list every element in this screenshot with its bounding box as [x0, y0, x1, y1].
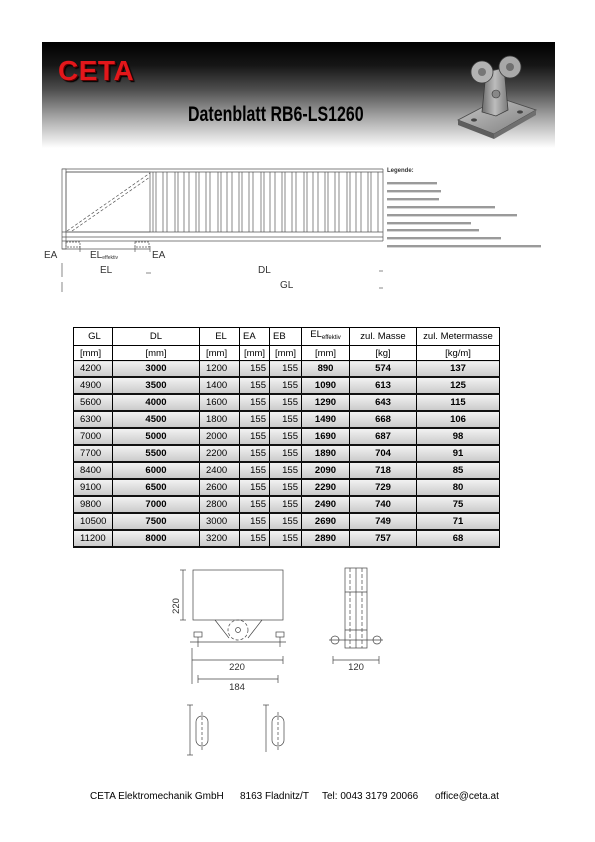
gate-pickets — [153, 172, 378, 232]
roller-axle — [236, 628, 241, 633]
table-cell-gl: 7000 — [74, 428, 113, 445]
roller-hub — [506, 63, 514, 71]
table-cell-el-effektiv: 890 — [302, 361, 350, 378]
table-cell-gl: 10500 — [74, 513, 113, 530]
table-cell-gl: 6300 — [74, 411, 113, 428]
table-cell-ea: 155 — [240, 445, 270, 462]
table-cell-ea: 155 — [240, 377, 270, 394]
header-eb: EB — [270, 328, 302, 346]
unit-zul-metermasse: [kg/m] — [417, 346, 500, 361]
table-row — [74, 513, 500, 530]
table-cell-gl: 11200 — [74, 530, 113, 547]
label-bracket-width-120: 120 — [348, 662, 364, 673]
table-cell-zul-masse: 749 — [350, 513, 417, 530]
footer-email[interactable]: office@ceta.at — [435, 791, 499, 802]
table-cell-eb: 155 — [270, 445, 302, 462]
gate-roller — [135, 242, 149, 247]
roller-hub — [478, 68, 486, 76]
table-cell-dl: 6000 — [113, 462, 200, 479]
table-body — [74, 361, 500, 548]
mount-hole — [517, 110, 523, 113]
table-cell-gl: 8400 — [74, 462, 113, 479]
table-cell-gl: 5600 — [74, 394, 113, 411]
unit-dl: [mm] — [113, 346, 200, 361]
page-title: Datenblatt RB6-LS1260 — [188, 103, 364, 126]
gate-diagonal-brace — [72, 177, 150, 231]
table-cell-el-effektiv: 1890 — [302, 445, 350, 462]
table-cell-zul-masse: 757 — [350, 530, 417, 547]
table-cell-el-effektiv: 2290 — [302, 479, 350, 496]
header-zul-metermasse: zul. Metermasse — [417, 328, 500, 346]
detail-front-labels — [171, 598, 245, 693]
table-cell-el-effektiv: 2090 — [302, 462, 350, 479]
gate-roller — [66, 242, 80, 247]
table-cell-eb: 155 — [270, 462, 302, 479]
unit-gl: [mm] — [74, 346, 113, 361]
side-roller — [373, 636, 381, 644]
table-cell-zul-masse: 613 — [350, 377, 417, 394]
table-cell-dl: 3000 — [113, 361, 200, 378]
table-cell-gl: 9100 — [74, 479, 113, 496]
table-row — [74, 530, 500, 547]
table-cell-dl: 6500 — [113, 479, 200, 496]
label-bolt-spacing-184: 184 — [229, 682, 245, 693]
table-cell-eb: 155 — [270, 394, 302, 411]
table-cell-eb: 155 — [270, 411, 302, 428]
table-cell-zul-metermasse: 137 — [417, 361, 500, 378]
table-cell-el: 2400 — [200, 462, 240, 479]
mounting-slot — [272, 716, 284, 746]
footer-address: 8163 Fladnitz/T — [240, 791, 309, 802]
table-cell-zul-metermasse: 98 — [417, 428, 500, 445]
label-gl: GL — [280, 280, 294, 291]
table-cell-zul-metermasse: 80 — [417, 479, 500, 496]
ceta-logo: CETA — [58, 55, 135, 86]
table-cell-ea: 155 — [240, 411, 270, 428]
legend-entry — [387, 229, 479, 231]
table-cell-gl: 7700 — [74, 445, 113, 462]
table-cell-el: 2200 — [200, 445, 240, 462]
table-cell-el-effektiv: 1290 — [302, 394, 350, 411]
table-cell-eb: 155 — [270, 496, 302, 513]
table-cell-zul-masse: 729 — [350, 479, 417, 496]
table-cell-dl: 4500 — [113, 411, 200, 428]
table-cell-zul-metermasse: 125 — [417, 377, 500, 394]
gate-left-post — [62, 169, 66, 249]
legend-entry — [387, 206, 495, 208]
unit-el-effektiv: [mm] — [302, 346, 350, 361]
footer-company: CETA Elektromechanik GmbH — [90, 791, 224, 802]
table-cell-zul-masse: 718 — [350, 462, 417, 479]
gate-dimension-labels — [44, 250, 294, 291]
roller-circle — [228, 620, 248, 640]
table-cell-el: 1200 — [200, 361, 240, 378]
header-el-effektiv: $EL_{effektiv}$ — [302, 328, 350, 346]
specification-table — [73, 327, 500, 548]
label-el-effektiv-sub: effektiv — [102, 255, 118, 261]
bolt — [276, 632, 284, 637]
table-cell-zul-masse: 704 — [350, 445, 417, 462]
table-cell-ea: 155 — [240, 479, 270, 496]
table-cell-el: 1400 — [200, 377, 240, 394]
unit-ea: [mm] — [240, 346, 270, 361]
label-el: EL — [100, 265, 113, 276]
unit-el: [mm] — [200, 346, 240, 361]
table-cell-el: 1600 — [200, 394, 240, 411]
table-cell-eb: 155 — [270, 530, 302, 547]
legend-entry — [387, 214, 517, 216]
side-roller — [331, 636, 339, 644]
table-cell-zul-metermasse: 85 — [417, 462, 500, 479]
bolt — [194, 632, 202, 637]
label-width-220: 220 — [229, 662, 245, 673]
table-cell-el: 2000 — [200, 428, 240, 445]
unit-eb: [mm] — [270, 346, 302, 361]
table-cell-dl: 8000 — [113, 530, 200, 547]
gate-diagonal-brace — [67, 173, 150, 231]
label-ea-right: EA — [152, 250, 166, 261]
legend-entries — [387, 182, 541, 247]
label-dl: DL — [258, 265, 271, 276]
table-head — [74, 328, 500, 361]
table-cell-dl: 5000 — [113, 428, 200, 445]
header-subscript: effektiv — [321, 335, 341, 341]
table-cell-el: 3200 — [200, 530, 240, 547]
header-gl: GL — [74, 328, 113, 346]
legend-entry — [387, 237, 501, 239]
table-cell-el-effektiv: 2890 — [302, 530, 350, 547]
label-el-effektiv — [90, 250, 118, 261]
table-cell-el-effektiv: 2690 — [302, 513, 350, 530]
detail-mounting-slots — [187, 705, 284, 755]
table-cell-el-effektiv: 1490 — [302, 411, 350, 428]
table-cell-zul-masse: 687 — [350, 428, 417, 445]
table-cell-ea: 155 — [240, 530, 270, 547]
table-cell-el-effektiv: 1690 — [302, 428, 350, 445]
table-row — [74, 479, 500, 496]
table-cell-eb: 155 — [270, 479, 302, 496]
table-cell-eb: 155 — [270, 377, 302, 394]
side-profile — [345, 568, 367, 648]
legend — [387, 168, 541, 247]
table-cell-zul-metermasse: 106 — [417, 411, 500, 428]
legend-entry — [387, 222, 471, 224]
mount-hole — [471, 118, 477, 121]
table-row — [74, 445, 500, 462]
bracket-arm — [215, 620, 229, 638]
table-cell-zul-masse: 574 — [350, 361, 417, 378]
table-cell-dl: 4000 — [113, 394, 200, 411]
table-cell-ea: 155 — [240, 428, 270, 445]
table-cell-eb: 155 — [270, 361, 302, 378]
roller-bracket-image — [450, 50, 542, 142]
gate-profile — [193, 570, 283, 620]
table-cell-zul-masse: 740 — [350, 496, 417, 513]
detail-front-view — [180, 570, 286, 684]
label-height-220: 220 — [171, 598, 182, 614]
table-row — [74, 496, 500, 513]
table-cell-zul-metermasse: 115 — [417, 394, 500, 411]
table-header-row — [74, 328, 500, 346]
table-cell-dl: 7500 — [113, 513, 200, 530]
table-cell-gl: 4200 — [74, 361, 113, 378]
table-cell-zul-metermasse: 91 — [417, 445, 500, 462]
table-cell-el: 2800 — [200, 496, 240, 513]
table-cell-zul-metermasse: 68 — [417, 530, 500, 547]
table-cell-ea: 155 — [240, 513, 270, 530]
table-row — [74, 394, 500, 411]
table-cell-gl: 4900 — [74, 377, 113, 394]
unit-zul-masse: [kg] — [350, 346, 417, 361]
header-ea: EA — [240, 328, 270, 346]
table-cell-ea: 155 — [240, 462, 270, 479]
table-cell-el: 1800 — [200, 411, 240, 428]
table-cell-ea: 155 — [240, 496, 270, 513]
footer-phone: Tel: 0043 3179 20066 — [322, 791, 419, 802]
table-cell-zul-metermasse: 71 — [417, 513, 500, 530]
table-row — [74, 428, 500, 445]
pivot-bolt — [492, 90, 500, 98]
table-cell-el: 3000 — [200, 513, 240, 530]
legend-entry — [387, 190, 441, 192]
table-cell-el-effektiv: 2490 — [302, 496, 350, 513]
label-ea-left: EA — [44, 250, 58, 261]
table-row — [74, 411, 500, 428]
header-banner — [42, 42, 555, 148]
table-cell-eb: 155 — [270, 428, 302, 445]
legend-title: Legende: — [387, 168, 414, 174]
legend-entry — [387, 182, 437, 184]
table-row — [74, 377, 500, 394]
table-cell-ea: 155 — [240, 394, 270, 411]
table-cell-zul-masse: 668 — [350, 411, 417, 428]
label-el-effektiv-main: EL — [90, 250, 103, 261]
table-row — [74, 462, 500, 479]
bracket-arm — [248, 620, 262, 638]
table-cell-ea: 155 — [240, 361, 270, 378]
gate-brace-frame — [66, 172, 150, 232]
table-cell-zul-metermasse: 75 — [417, 496, 500, 513]
table-cell-dl: 7000 — [113, 496, 200, 513]
mounting-slot — [196, 716, 208, 746]
detail-side-view — [329, 568, 383, 664]
table-cell-el-effektiv: 1090 — [302, 377, 350, 394]
table-cell-zul-masse: 643 — [350, 394, 417, 411]
header-dl: DL — [113, 328, 200, 346]
gate-drawing — [62, 169, 383, 292]
table-cell-el: 2600 — [200, 479, 240, 496]
legend-entry — [387, 245, 541, 247]
header-zul-masse: zul. Masse — [350, 328, 417, 346]
table-cell-dl: 5500 — [113, 445, 200, 462]
table-units-row — [74, 346, 500, 361]
legend-entry — [387, 198, 439, 200]
table-cell-eb: 155 — [270, 513, 302, 530]
table-row — [74, 361, 500, 378]
header-el: EL — [200, 328, 240, 346]
table-cell-dl: 3500 — [113, 377, 200, 394]
table-cell-gl: 9800 — [74, 496, 113, 513]
